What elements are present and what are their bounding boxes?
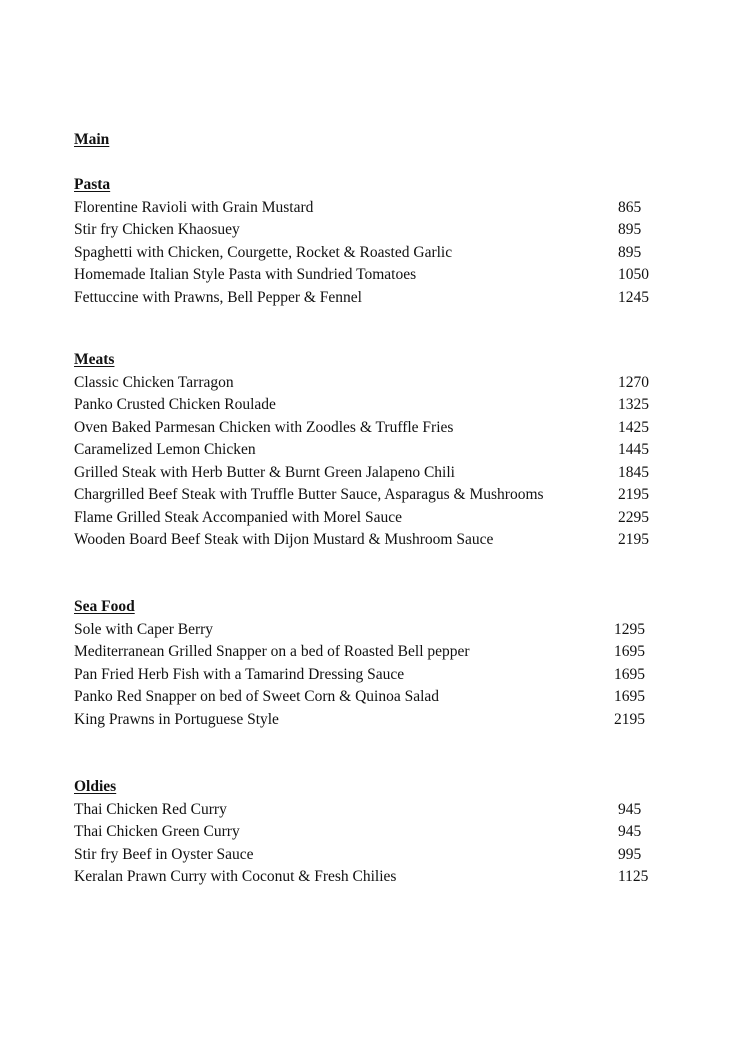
section-sea-food [74, 597, 674, 732]
menu-item [74, 198, 674, 221]
item-price: 2195 [618, 486, 649, 503]
item-price: 1125 [618, 868, 649, 885]
menu-item [74, 265, 674, 288]
item-price: 895 [618, 221, 642, 238]
menu-item [74, 867, 674, 890]
item-price: 1695 [614, 665, 645, 683]
item-price: 1050 [618, 266, 649, 283]
item-name: Keralan Prawn Curry with Coconut & Fresh Chilies [74, 868, 397, 885]
item-name: Panko Crusted Chicken Roulade [74, 396, 276, 413]
item-price: 1845 [618, 463, 649, 481]
item-price: 1325 [618, 396, 649, 413]
menu-item [74, 463, 674, 486]
item-name: Grilled Steak with Herb Butter & Burnt Green Jalapeno Chili [74, 463, 455, 481]
item-name: Oven Baked Parmesan Chicken with Zoodles & Truffle Fries [74, 418, 454, 436]
item-name: Chargrilled Beef Steak with Truffle Butter Sauce, Asparagus & Mushrooms [74, 486, 544, 503]
section-title: Pasta [74, 176, 111, 193]
menu-item [74, 800, 674, 823]
section-title: Oldies [74, 778, 117, 795]
menu-item [74, 485, 674, 508]
item-name: Caramelized Lemon Chicken [74, 441, 256, 458]
item-price: 945 [618, 800, 642, 818]
item-name: Classic Chicken Tarragon [74, 373, 234, 391]
item-price: 2295 [618, 508, 649, 526]
item-price: 2195 [614, 710, 645, 728]
menu-item [74, 440, 674, 463]
item-price: 1425 [618, 418, 649, 436]
menu-item [74, 418, 674, 441]
item-name: Spaghetti with Chicken, Courgette, Rocket & Roasted Garlic [74, 243, 453, 261]
item-price: 945 [618, 823, 642, 840]
item-name: Panko Red Snapper on bed of Sweet Corn & Quinoa Salad [74, 688, 440, 705]
item-name: Flame Grilled Steak Accompanied with Morel Sauce [74, 508, 402, 526]
section-title: Sea Food [74, 598, 135, 615]
item-price: 1245 [618, 288, 649, 306]
item-price: 895 [618, 243, 642, 261]
item-price: 2195 [618, 531, 649, 548]
menu-item [74, 687, 674, 710]
menu-item [74, 710, 674, 733]
item-name: Thai Chicken Green Curry [74, 823, 240, 840]
section-pasta [74, 175, 674, 310]
menu-title: Main [74, 131, 110, 148]
item-name: Homemade Italian Style Pasta with Sundried Tomatoes [74, 266, 417, 283]
menu-item [74, 822, 674, 845]
item-name: Sole with Caper Berry [74, 620, 214, 638]
menu-item [74, 288, 674, 311]
item-price: 865 [618, 198, 642, 216]
menu-item [74, 665, 674, 688]
item-price: 1270 [618, 373, 649, 391]
item-name: Stir fry Chicken Khaosuey [74, 221, 240, 238]
menu-item [74, 620, 674, 643]
section-meats [74, 350, 674, 553]
menu-item [74, 243, 674, 266]
item-name: King Prawns in Portuguese Style [74, 710, 279, 728]
menu-item [74, 373, 674, 396]
menu-item [74, 508, 674, 531]
menu-item [74, 220, 674, 243]
item-name: Stir fry Beef in Oyster Sauce [74, 845, 254, 863]
item-price: 1295 [614, 620, 645, 638]
item-name: Thai Chicken Red Curry [74, 800, 227, 818]
item-name: Florentine Ravioli with Grain Mustard [74, 198, 314, 216]
item-name: Mediterranean Grilled Snapper on a bed of Roasted Bell pepper [74, 643, 470, 660]
menu-item [74, 845, 674, 868]
item-name: Wooden Board Beef Steak with Dijon Mustard & Mushroom Sauce [74, 531, 494, 548]
item-name: Pan Fried Herb Fish with a Tamarind Dressing Sauce [74, 665, 405, 683]
item-price: 1695 [614, 688, 645, 705]
item-price: 1695 [614, 643, 645, 660]
section-title: Meats [74, 351, 115, 368]
item-price: 995 [618, 845, 642, 863]
menu-item [74, 395, 674, 418]
item-name: Fettuccine with Prawns, Bell Pepper & Fennel [74, 288, 362, 306]
section-oldies [74, 777, 674, 890]
item-price: 1445 [618, 441, 649, 458]
menu-item [74, 642, 674, 665]
menu-item [74, 530, 674, 553]
